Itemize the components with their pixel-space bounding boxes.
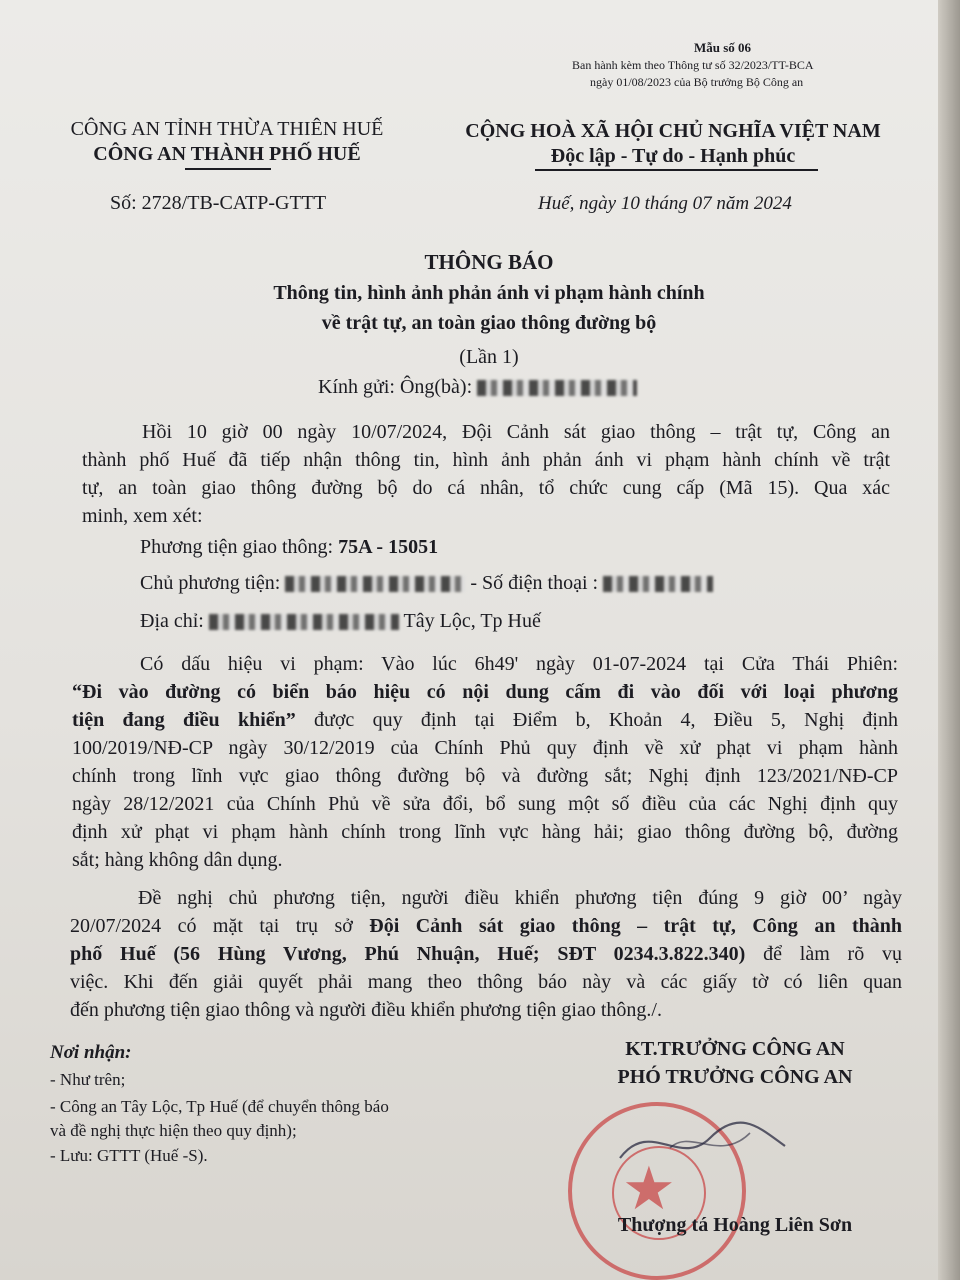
request-line-1: Đề nghị chủ phương tiện, người điều khiển phương tiện đúng 9 giờ 00’ ngày (138, 887, 902, 909)
intro-line-4: minh, xem xét: (82, 505, 203, 527)
phone-label: - Số điện thoại : (470, 572, 599, 594)
request-line-3 (70, 940, 902, 968)
request-line-4: việc. Khi đến giải quyết phải mang theo thông báo này và các giấy tờ có liên quan (70, 971, 902, 993)
violation-line-3 (72, 706, 898, 734)
signer-name: Thượng tá Hoàng Liên Sơn (617, 1214, 853, 1236)
notice-count: (Lần 1) (459, 346, 519, 368)
recipient-line (318, 376, 637, 399)
request-address: phố Huế (56 Hùng Vương, Phú Nhuận, Huế; SĐT 0234.3.822.340) (70, 943, 746, 965)
recipient-item-2: - Công an Tây Lộc, Tp Huế (để chuyển thông báo (50, 1097, 389, 1116)
intro-line-3: tự, an toàn giao thông đường bộ do cá nhân, tổ chức cung cấp (Mã 15). Qua xác (82, 477, 890, 499)
vehicle-line (140, 536, 438, 559)
violation-line-1: Có dấu hiệu vi phạm: Vào lúc 6h49' ngày 01-07-2024 tại Cửa Thái Phiên: (140, 653, 898, 675)
violation-quote-end: tiện đang điều khiển” (72, 709, 296, 731)
signatory-title-2: PHÓ TRƯỞNG CÔNG AN (617, 1066, 853, 1088)
violation-legal-ref: được quy định tại Điểm b, Khoản 4, Điều 5, Nghị định (295, 709, 898, 731)
country-name: CỘNG HOÀ XÃ HỘI CHỦ NGHĨA VIỆT NAM (465, 120, 881, 142)
recipient-label: Kính gửi: Ông(bà): (318, 376, 473, 398)
recipient-item-4: - Lưu: GTTT (Huế -S). (50, 1146, 208, 1165)
owner-line (140, 572, 713, 595)
document-title: THÔNG BÁO (424, 250, 554, 274)
intro-paragraph (82, 418, 890, 530)
violation-line-8: sắt; hàng không dân dụng. (72, 849, 283, 871)
vehicle-plate: 75A - 15051 (338, 536, 439, 558)
national-motto: Độc lập - Tự do - Hạnh phúc (550, 145, 796, 167)
agency-name: CÔNG AN THÀNH PHỐ HUẾ (93, 143, 361, 165)
document-number: Số: 2728/TB-CATP-GTTT (110, 192, 327, 214)
address-label: Địa chỉ: (140, 610, 204, 632)
violation-line-4: 100/2019/NĐ-CP ngày 30/12/2019 của Chính Phủ quy định về xử phạt vi phạm hành (72, 737, 898, 759)
recipient-item-3: và đề nghị thực hiện theo quy định); (50, 1121, 297, 1140)
signatory-title-1: KT.TRƯỞNG CÔNG AN (625, 1038, 845, 1060)
request-line-5: đến phương tiện giao thông và người điều khiển phương tiện giao thông./. (70, 999, 662, 1021)
violation-line-2: “Đi vào đường có biển báo hiệu có nội dung cấm đi vào đối với loại phương (72, 681, 898, 703)
request-line-2 (70, 912, 902, 940)
violation-line-5: chính trong lĩnh vực giao thông đường bộ và đường sắt; Nghị định 123/2021/NĐ-CP (72, 765, 898, 787)
redacted-phone (603, 576, 713, 592)
page-edge-shadow (938, 0, 960, 1280)
agency-parent: CÔNG AN TỈNH THỪA THIÊN HUẾ (70, 118, 384, 140)
handwritten-signature (610, 1108, 800, 1178)
vehicle-label: Phương tiện giao thông: (140, 536, 339, 558)
recipients-title: Nơi nhận: (50, 1042, 132, 1063)
redacted-owner-name (285, 576, 465, 592)
owner-label: Chủ phương tiện: (140, 572, 281, 594)
form-issued-line1: Ban hành kèm theo Thông tư số 32/2023/TT-BCA (572, 58, 814, 72)
redacted-address (209, 614, 399, 630)
form-number: Mẫu số 06 (694, 40, 752, 55)
form-issued-line2: ngày 01/08/2023 của Bộ trưởng Bộ Công an (590, 75, 804, 89)
intro-line-2: thành phố Huế đã tiếp nhận thông tin, hình ảnh phản ánh vi phạm hành chính về trật (82, 449, 890, 471)
request-office: Đội Cảnh sát giao thông – trật tự, Công an thành (369, 915, 902, 937)
document-subtitle-2: về trật tự, an toàn giao thông đường bộ (321, 312, 657, 334)
violation-line-7: định xử phạt vi phạm hành chính trong lĩnh vực hàng hải; giao thông đường bộ, đường (72, 821, 898, 843)
intro-line-1: Hồi 10 giờ 00 ngày 10/07/2024, Đội Cảnh sát giao thông – trật tự, Công an (142, 421, 890, 443)
recipient-item-1: - Như trên; (50, 1070, 126, 1089)
redacted-recipient-name (477, 380, 637, 396)
agency-underline (185, 168, 271, 170)
address-line (140, 610, 541, 633)
place-date: Huế, ngày 10 tháng 07 năm 2024 (538, 193, 792, 214)
request-purpose: để làm rõ vụ (745, 943, 902, 965)
address-tail: Tây Lộc, Tp Huế (403, 610, 541, 632)
request-date: 20/07/2024 có mặt tại trụ sở (70, 915, 370, 937)
motto-underline (535, 169, 818, 171)
violation-line-6: ngày 28/12/2021 của Chính Phủ về sửa đổi, bổ sung một số điều của các Nghị định quy (72, 793, 898, 815)
violation-paragraph (72, 650, 898, 874)
request-paragraph (70, 884, 902, 1024)
document-subtitle-1: Thông tin, hình ảnh phản ánh vi phạm hành chính (273, 282, 705, 304)
seal-star-icon: ★ (622, 1154, 676, 1224)
